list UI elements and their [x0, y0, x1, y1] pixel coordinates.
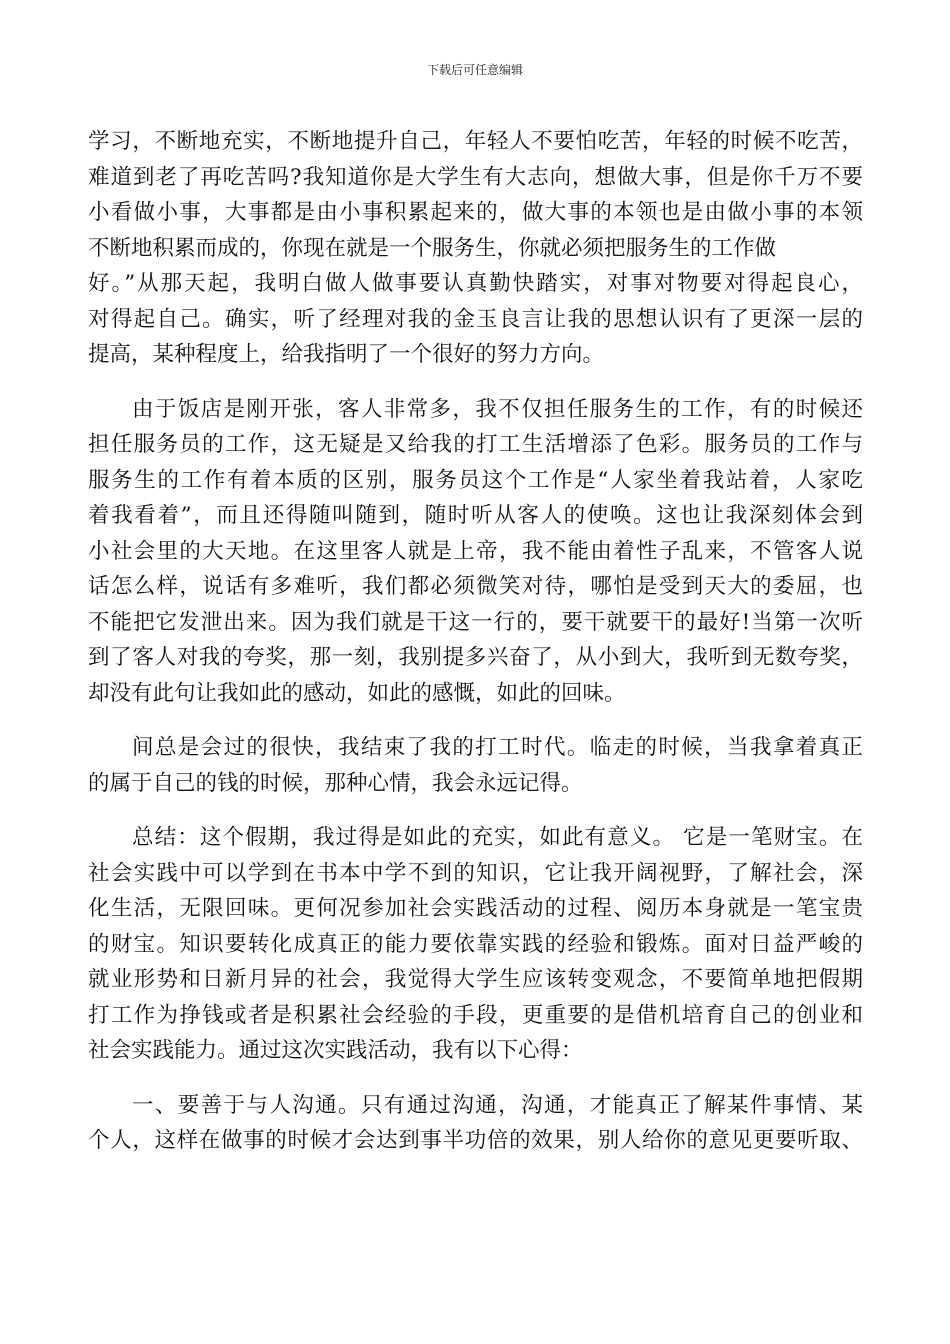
text-line: 学习，不断地充实，不断地提升自己，年轻人不要怕吃苦，年轻的时候不吃苦， [88, 129, 863, 154]
text-line: 社会实践能力。通过这次实践活动，我有以下心得： [88, 1038, 583, 1063]
document-body [88, 124, 863, 1159]
text-line: 着我看着”，而且还得随叫随到，随时听从客人的使唤。这也让我深刻体会到 [88, 503, 863, 528]
text-line: 不断地积累而成的，你现在就是一个服务生，你就必须把服务生的工作做 [88, 235, 777, 261]
text-line: 个人，这样在做事的时候才会达到事半功倍的效果，别人给你的意见更要听取、 [88, 1128, 863, 1153]
paragraph-gap [88, 711, 863, 730]
text-line: 不能把它发泄出来。因为我们就是干这一行的，要干就要干的最好!当第一次听 [88, 609, 863, 635]
text-line: 担任服务员的工作，这无疑是又给我的打工生活增添了色彩。服务员的工作与 [88, 432, 863, 457]
text-line: 就业形势和日新月异的社会，我觉得大学生应该转变观念，不要简单地把假期 [88, 967, 863, 992]
text-line: 到了客人对我的夸奖，那一刻，我别提多兴奋了，从小到大，我听到无数夸奖， [88, 645, 863, 670]
text-line: 的财宝。知识要转化成真正的能力要依靠实践的经验和锻炼。面对日益严峻的 [88, 931, 863, 957]
text-line: 一、要善于与人沟通。只有通过沟通，沟通，才能真正了解某件事情、某 [132, 1092, 863, 1118]
text-line: 难道到老了再吃苦吗?我知道你是大学生有大志向，想做大事，但是你千万不要 [88, 164, 863, 190]
paragraph-gap [88, 373, 863, 392]
text-line: 好。”从那天起，我明白做人做事要认真勤快踏实，对事对物要对得起良心， [88, 271, 863, 296]
paragraph-gap [88, 1069, 863, 1088]
paragraph-gap [88, 801, 863, 820]
text-line: 打工作为挣钱或者是积累社会经验的手段，更重要的是借机培育自己的创业和 [88, 1002, 863, 1028]
text-line: 由于饭店是刚开张，客人非常多，我不仅担任服务生的工作，有的时候还 [132, 396, 863, 422]
paragraph-3 [88, 730, 863, 801]
text-line: 却没有此句让我如此的感动，如此的感慨，如此的回味。 [88, 680, 626, 706]
text-line: 总结：这个假期，我过得是如此的充实，如此有意义。 它是一笔财宝。在 [132, 825, 863, 850]
paragraph-4 [88, 820, 863, 1069]
paragraph-2 [88, 392, 863, 712]
paragraph-5 [88, 1088, 863, 1159]
text-line: 化生活，无限回味。更何况参加社会实践活动的过程、阅历本身就是一笔宝贵 [88, 896, 863, 921]
text-line: 提高，某种程度上，给我指明了一个很好的努力方向。 [88, 342, 605, 367]
text-line: 的属于自己的钱的时候，那种心情，我会永远记得。 [88, 770, 583, 796]
text-line: 对得起自己。确实，听了经理对我的金玉良言让我的思想认识有了更深一层的 [88, 306, 863, 332]
paragraph-1 [88, 124, 863, 373]
text-line: 社会实践中可以学到在书本中学不到的知识，它让我开阔视野，了解社会，深 [88, 860, 863, 886]
text-line: 话怎么样，说话有多难听，我们都必须微笑对待，哪怕是受到天大的委屈，也 [88, 574, 863, 599]
text-line: 服务生的工作有着本质的区别，服务员这个工作是“人家坐着我站着，人家吃 [88, 467, 863, 493]
page-header: 下载后可任意编辑 [426, 63, 523, 77]
text-line: 间总是会过的很快，我结束了我的打工时代。临走的时候，当我拿着真正 [132, 735, 863, 760]
text-line: 小社会里的大天地。在这里客人就是上帝，我不能由着性子乱来，不管客人说 [88, 538, 863, 564]
text-line: 小看做小事，大事都是由小事积累起来的，做大事的本领也是由做小事的本领 [88, 200, 863, 225]
